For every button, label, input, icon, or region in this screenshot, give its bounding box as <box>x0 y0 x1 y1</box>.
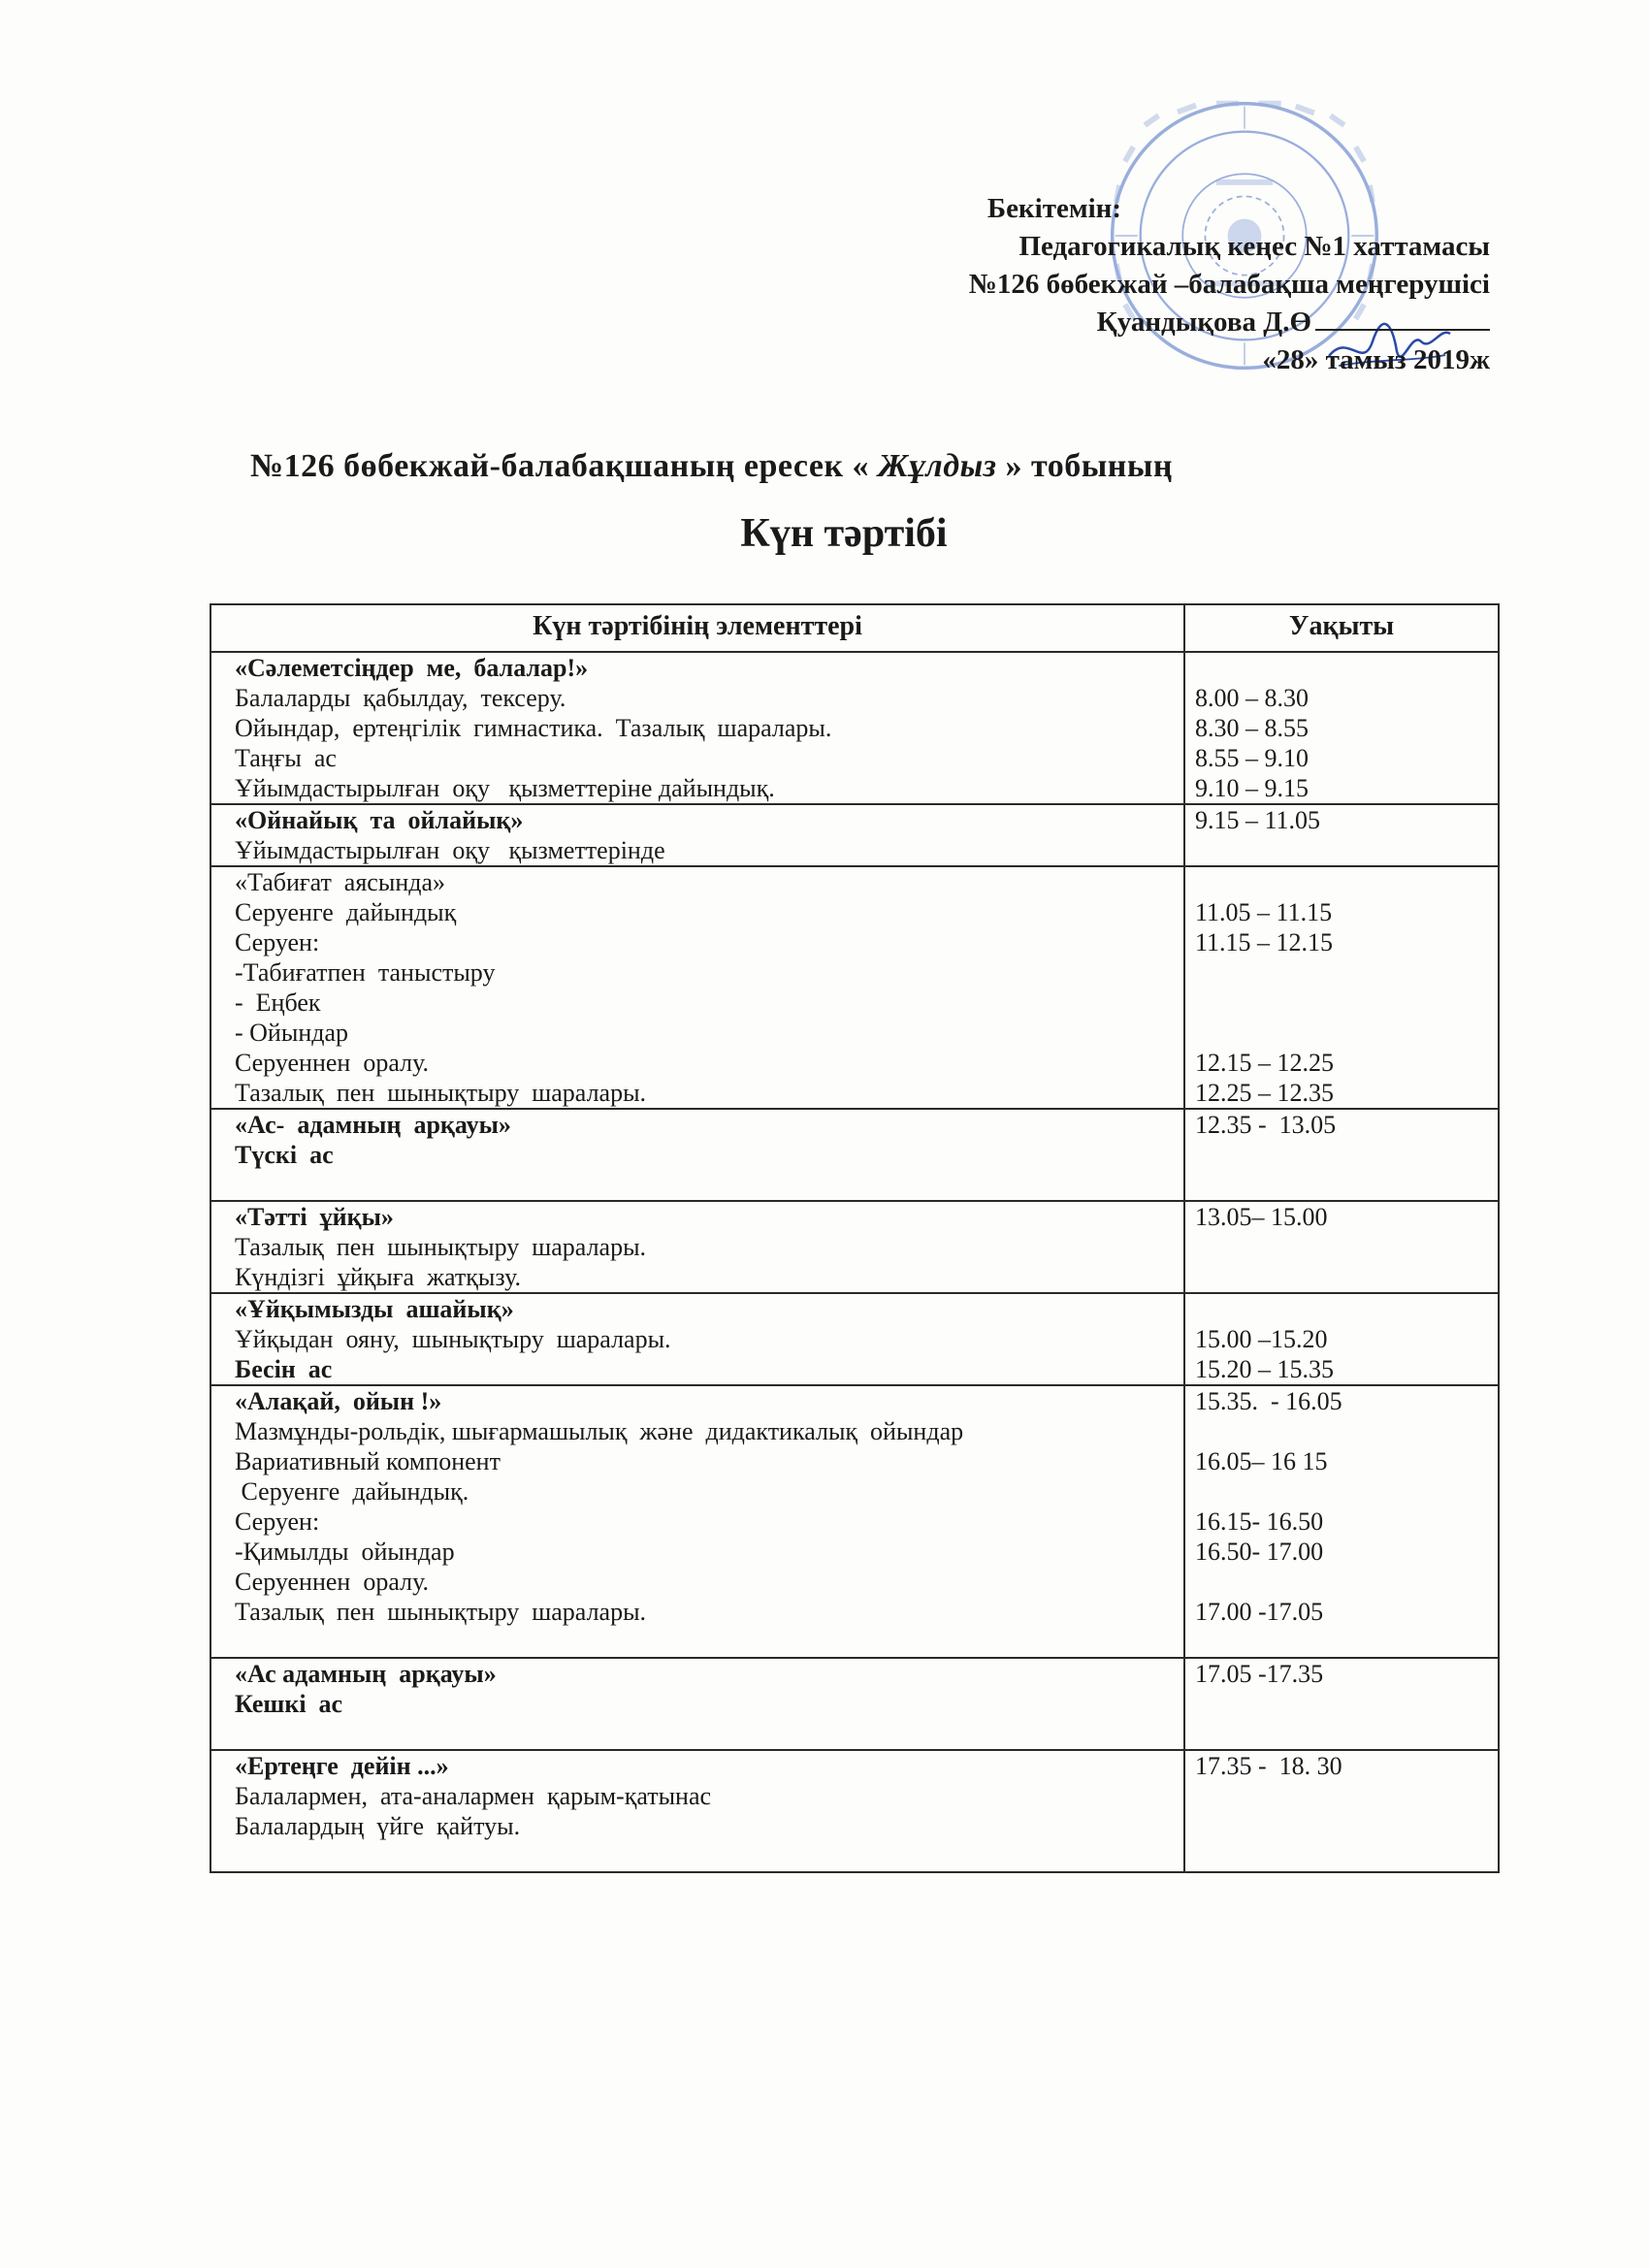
activity-line: Ұйымдастырылған оқу қызметтеріне дайындық. <box>235 774 775 802</box>
time-cell <box>1184 1109 1499 1201</box>
time-value: 17.05 -17.35 <box>1195 1660 1324 1688</box>
table-row <box>210 1201 1499 1293</box>
time-value: 15.00 –15.20 <box>1195 1325 1328 1353</box>
time-value <box>1195 1627 1492 1657</box>
time-value: 12.25 – 12.35 <box>1195 1079 1334 1107</box>
table-row <box>210 866 1499 1109</box>
activity-line: «Алақай, ойын !» <box>235 1387 442 1415</box>
time-value: 12.35 - 13.05 <box>1195 1111 1337 1139</box>
activity-line <box>235 1719 1178 1749</box>
approval-heading: Бекітемін: <box>986 193 1121 224</box>
table-row <box>210 804 1499 866</box>
time-cell <box>1184 1658 1499 1750</box>
time-value: 15.20 – 15.35 <box>1195 1355 1334 1383</box>
time-value: 13.05– 15.00 <box>1195 1203 1328 1231</box>
activity-line: Балалармен, ата-аналармен қарым-қатынас <box>235 1782 712 1810</box>
time-value <box>1195 653 1492 683</box>
approval-name-line <box>969 304 1490 341</box>
activity-cell <box>210 1109 1184 1201</box>
activity-line: Серуеннен оралу. <box>235 1568 429 1596</box>
activity-line: «Тәтті ұйқы» <box>235 1203 394 1231</box>
table-row <box>210 1658 1499 1750</box>
time-value <box>1195 1294 1492 1324</box>
schedule-table <box>210 603 1500 1873</box>
activity-line: «Ұйқымызды ашайық» <box>235 1295 514 1323</box>
activity-line: Вариативный компонент <box>235 1447 501 1475</box>
time-value <box>1195 1018 1492 1048</box>
activity-line: Балаларды қабылдау, тексеру. <box>235 684 566 712</box>
activity-line: Кешкі ас <box>235 1690 343 1718</box>
activity-line: Ойындар, ертеңгілік гимнастика. Тазалық шаралары. <box>235 714 832 742</box>
activity-cell <box>210 1293 1184 1385</box>
time-value <box>1195 867 1492 897</box>
activity-cell <box>210 1658 1184 1750</box>
activity-line: Серуен: <box>235 1507 320 1536</box>
activity-cell <box>210 1201 1184 1293</box>
subtitle-part-1: №126 бөбекжай-балабақшаның ересек « <box>250 448 879 484</box>
activity-line: Күндізгі ұйқыға жатқызу. <box>235 1263 522 1291</box>
approval-head-title: №126 бөбекжай –балабақша меңгерушісі <box>968 269 1490 300</box>
approval-protocol: Педагогикалық кеңес №1 хаттамасы <box>1018 231 1490 262</box>
activity-cell <box>210 866 1184 1109</box>
activity-cell <box>210 1385 1184 1658</box>
approval-date: «28» тамыз 2019ж <box>1262 344 1490 375</box>
activity-line: «Ертеңге дейін ...» <box>235 1752 449 1780</box>
time-value <box>1195 988 1492 1018</box>
time-cell <box>1184 1201 1499 1293</box>
time-value: 12.15 – 12.25 <box>1195 1049 1334 1077</box>
activity-line <box>235 1627 1178 1657</box>
activity-line: «Табиғат аясында» <box>235 868 446 896</box>
document-title: Күн тәртібі <box>740 511 948 556</box>
time-value: 17.00 -17.05 <box>1195 1598 1324 1626</box>
activity-line <box>235 1170 1178 1200</box>
activity-line: «Сәлеметсіңдер ме, балалар!» <box>235 654 589 682</box>
activity-line: Түскі ас <box>235 1141 334 1169</box>
approval-block <box>969 190 1490 379</box>
activity-line: Ұйымдастырылған оқу қызметтерінде <box>235 836 665 864</box>
approval-name: Қуандықова Д.Ө <box>1096 307 1311 338</box>
signature-line <box>1315 329 1490 331</box>
time-value: 16.05– 16 15 <box>1195 1447 1328 1475</box>
time-value: 8.55 – 9.10 <box>1195 744 1309 772</box>
time-cell <box>1184 652 1499 804</box>
activity-line: - Ойындар <box>235 1019 348 1047</box>
activity-line: Таңғы ас <box>235 744 337 772</box>
table-row <box>210 1385 1499 1658</box>
activity-line: -Табиғатпен таныстыру <box>235 958 496 987</box>
time-cell <box>1184 1750 1499 1872</box>
activity-line: Тазалық пен шынықтыру шаралары. <box>235 1079 647 1107</box>
time-value: 9.15 – 11.05 <box>1195 806 1321 834</box>
activity-line: «Ойнайық та ойлайық» <box>235 806 524 834</box>
activity-line: Серуен: <box>235 928 320 956</box>
activity-line: Тазалық пен шынықтыру шаралары. <box>235 1598 647 1626</box>
time-cell <box>1184 804 1499 866</box>
time-value: 9.10 – 9.15 <box>1195 774 1309 802</box>
activity-cell <box>210 1750 1184 1872</box>
time-value <box>1195 1416 1492 1446</box>
subtitle-part-2: » тобының <box>996 448 1173 484</box>
time-cell <box>1184 1385 1499 1658</box>
activity-line: -Қимылды ойындар <box>235 1538 455 1566</box>
time-value: 16.50- 17.00 <box>1195 1538 1324 1566</box>
activity-line: Балалардың үйге қайтуы. <box>235 1812 521 1840</box>
time-value <box>1195 957 1492 988</box>
time-value: 16.15- 16.50 <box>1195 1507 1324 1536</box>
time-value: 8.30 – 8.55 <box>1195 714 1309 742</box>
activity-cell <box>210 652 1184 804</box>
time-value: 15.35. - 16.05 <box>1195 1387 1342 1415</box>
time-cell <box>1184 866 1499 1109</box>
activity-cell <box>210 804 1184 866</box>
activity-line: Мазмұнды-рольдік, шығармашылық және дидактикалық ойындар <box>235 1417 964 1445</box>
table-row <box>210 1750 1499 1872</box>
header-elements: Күн тәртібінің элементтері <box>210 604 1184 652</box>
time-cell <box>1184 1293 1499 1385</box>
activity-line: «Ас адамның арқауы» <box>235 1660 497 1688</box>
time-value <box>1195 1476 1492 1507</box>
time-value: 17.35 - 18. 30 <box>1195 1752 1342 1780</box>
activity-line: Тазалық пен шынықтыру шаралары. <box>235 1233 647 1261</box>
activity-line: Серуенге дайындық. <box>235 1477 469 1506</box>
activity-line: - Еңбек <box>235 988 321 1017</box>
activity-line: Серуеннен оралу. <box>235 1049 429 1077</box>
table-row <box>210 1293 1499 1385</box>
header-time: Уақыты <box>1184 604 1499 652</box>
activity-line: Бесін ас <box>235 1355 333 1383</box>
time-value: 8.00 – 8.30 <box>1195 684 1309 712</box>
activity-line: Серуенге дайындық <box>235 898 457 926</box>
activity-line <box>235 1841 1178 1871</box>
table-row <box>210 652 1499 804</box>
time-value: 11.05 – 11.15 <box>1195 898 1333 926</box>
time-value: 11.15 – 12.15 <box>1195 928 1334 956</box>
time-value <box>1195 1567 1492 1597</box>
table-header-row <box>210 604 1499 652</box>
group-name: Жұлдыз <box>878 448 997 484</box>
activity-line: Ұйқыдан ояну, шынықтыру шаралары. <box>235 1325 671 1353</box>
document-subtitle <box>250 448 1173 485</box>
activity-line: «Ас- адамның арқауы» <box>235 1111 511 1139</box>
table-row <box>210 1109 1499 1201</box>
